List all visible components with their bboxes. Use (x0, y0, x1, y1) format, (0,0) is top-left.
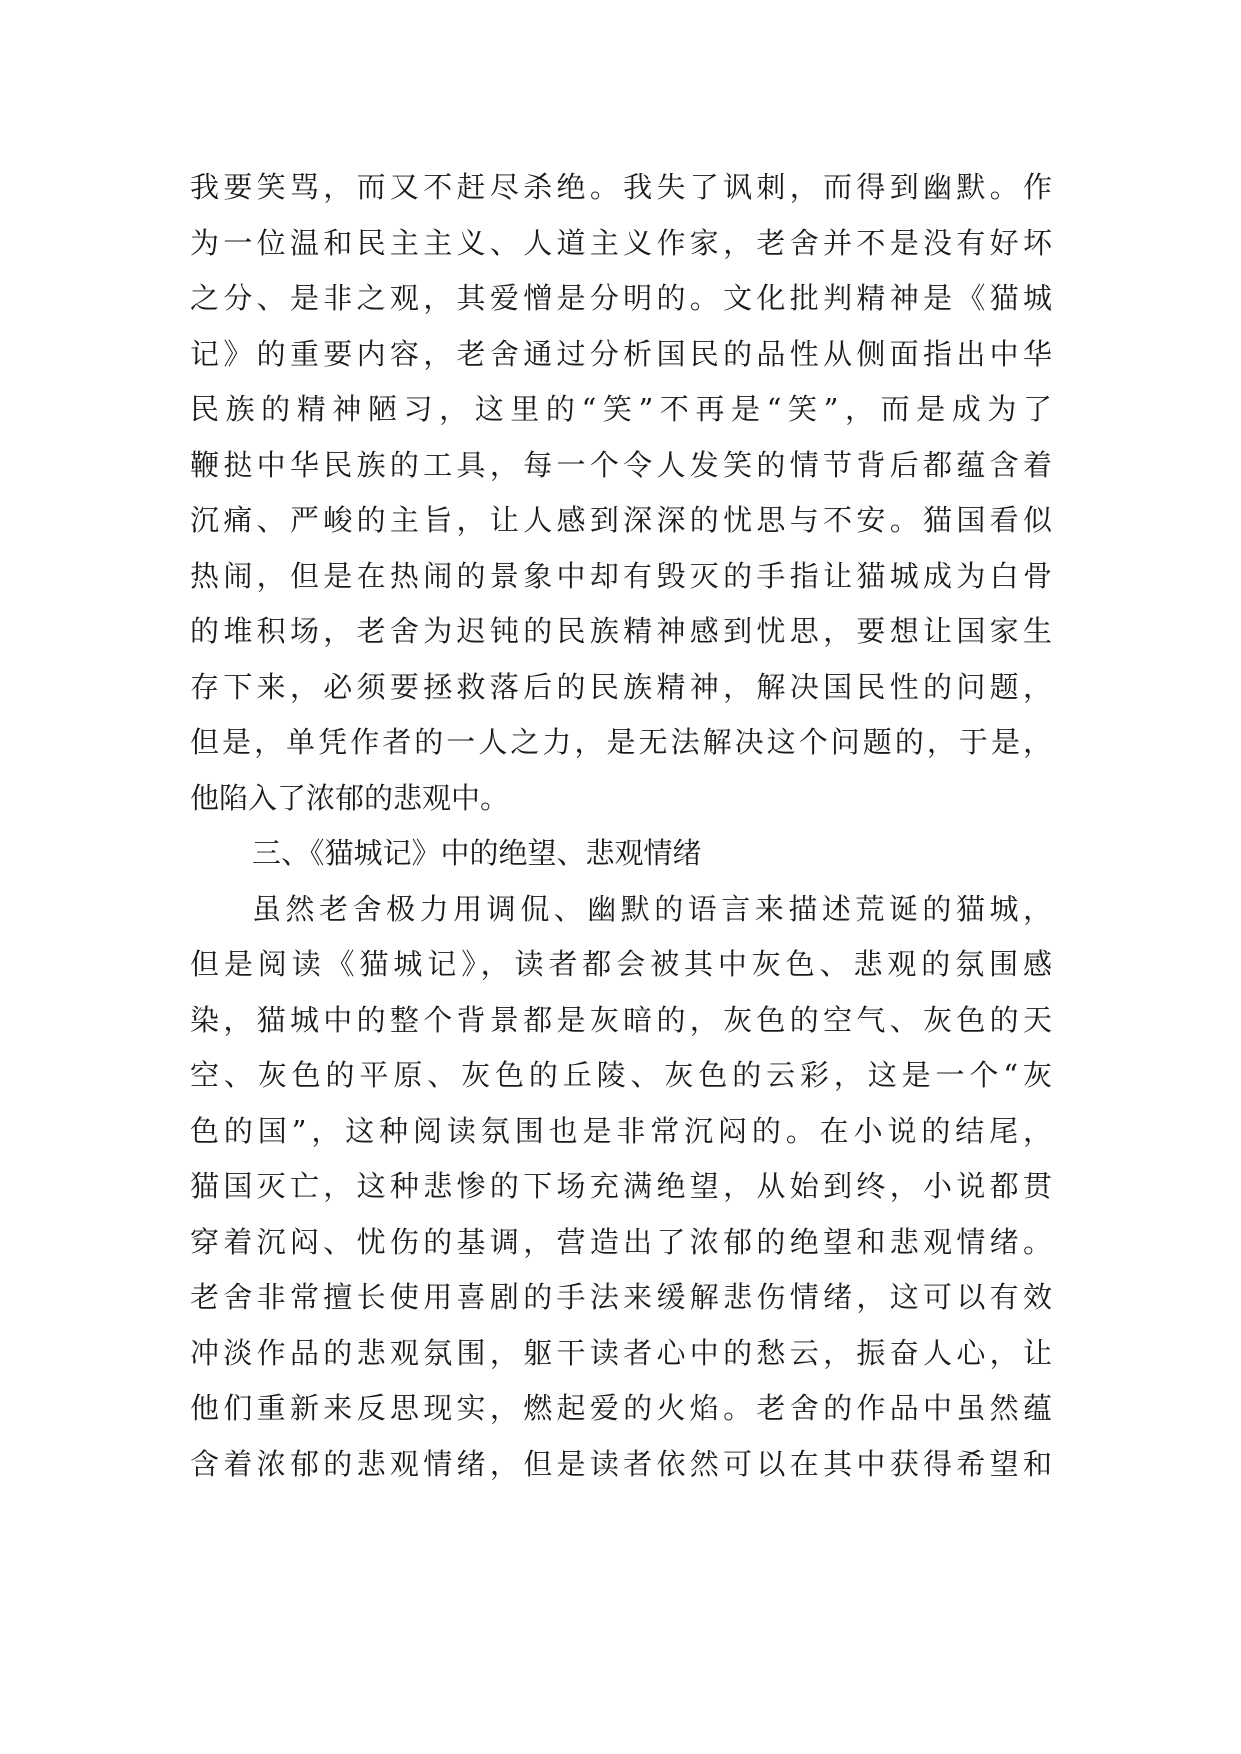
text-line: 为一位温和民主主义、人道主义作家，老舍并不是没有好坏 (190, 225, 1052, 260)
document-body (190, 160, 1052, 1492)
text-line: 但是，单凭作者的一人之力，是无法解决这个问题的，于是， (190, 725, 1052, 759)
text-line: 空、灰色的平原、灰色的丘陵、灰色的云彩，这是一个“灰 (190, 1058, 1052, 1092)
text-line: 沉痛、严峻的主旨，让人感到深深的忧思与不安。猫国看似 (190, 503, 1052, 537)
text-line: 存下来，必须要拯救落后的民族精神，解决国民性的问题， (190, 669, 1052, 704)
text-line: 穿着沉闷、忧伤的基调，营造出了浓郁的绝望和悲观情绪。 (190, 1224, 1052, 1259)
text-line: 民族的精神陋习，这里的“笑”不再是“笑”，而是成为了 (190, 392, 1052, 426)
text-line: 但是阅读《猫城记》，读者都会被其中灰色、悲观的氛围感 (190, 947, 1052, 981)
text-line: 色的国”，这种阅读氛围也是非常沉闷的。在小说的结尾， (190, 1113, 1052, 1148)
text-line: 鞭挞中华民族的工具，每一个令人发笑的情节背后都蕴含着 (190, 447, 1052, 482)
text-line: 记》的重要内容，老舍通过分析国民的品性从侧面指出中华 (190, 336, 1052, 371)
section-heading: 三、《猫城记》中的绝望、悲观情绪 (252, 836, 702, 870)
text-line: 冲淡作品的悲观氛围，躯干读者心中的愁云，振奋人心，让 (190, 1335, 1052, 1370)
paragraph-1 (190, 160, 1052, 826)
text-line: 虽然老舍极力用调侃、幽默的语言来描述荒诞的猫城， (252, 891, 1052, 926)
text-line: 之分、是非之观，其爱憎是分明的。文化批判精神是《猫城 (190, 281, 1052, 315)
text-line: 老舍非常擅长使用喜剧的手法来缓解悲伤情绪，这可以有效 (190, 1280, 1052, 1314)
text-line: 他陷入了浓郁的悲观中。 (190, 780, 510, 815)
text-line: 他们重新来反思现实，燃起爱的火焰。老舍的作品中虽然蕴 (190, 1391, 1052, 1425)
text-line: 猫国灭亡，这种悲惨的下场充满绝望，从始到终，小说都贯 (190, 1169, 1052, 1203)
text-line: 的堆积场，老舍为迟钝的民族精神感到忧思，要想让国家生 (190, 614, 1052, 648)
text-line: 热闹，但是在热闹的景象中却有毁灭的手指让猫城成为白骨 (190, 558, 1052, 593)
text-line: 含着浓郁的悲观情绪，但是读者依然可以在其中获得希望和 (190, 1446, 1052, 1481)
text-line: 我要笑骂，而又不赶尽杀绝。我失了讽刺，而得到幽默。作 (190, 170, 1052, 204)
paragraph-2 (190, 882, 1052, 1493)
text-line: 染，猫城中的整个背景都是灰暗的，灰色的空气、灰色的天 (190, 1002, 1052, 1037)
